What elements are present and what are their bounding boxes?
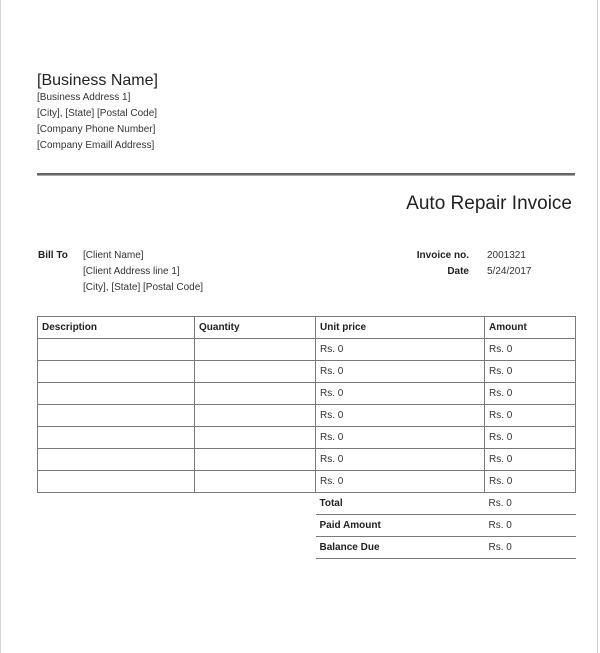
- cell-description[interactable]: [38, 427, 195, 449]
- total-value: Rs. 0: [485, 493, 576, 515]
- business-phone: [Company Phone Number]: [37, 124, 156, 135]
- balance-due-label: Balance Due: [316, 537, 485, 559]
- table-header-row: [38, 317, 576, 339]
- client-name: [Client Name]: [83, 250, 144, 261]
- cell-description[interactable]: [38, 405, 195, 427]
- cell-quantity[interactable]: [195, 405, 316, 427]
- summary-row-total: [38, 493, 576, 515]
- cell-description[interactable]: [38, 449, 195, 471]
- cell-quantity[interactable]: [195, 449, 316, 471]
- cell-quantity[interactable]: [195, 339, 316, 361]
- cell-amount: Rs. 0: [485, 427, 576, 449]
- business-address: [Business Address 1]: [37, 92, 131, 103]
- client-city-line: [City], [State] [Postal Code]: [83, 282, 204, 293]
- invoice-no-label: Invoice no.: [416, 250, 469, 261]
- cell-amount: Rs. 0: [485, 361, 576, 383]
- paid-amount-value: Rs. 0: [485, 515, 576, 537]
- total-label: Total: [316, 493, 485, 515]
- table-row: [38, 339, 576, 361]
- business-name: [Business Name]: [37, 72, 158, 89]
- cell-unit-price[interactable]: Rs. 0: [316, 449, 485, 471]
- line-items-table: [37, 316, 576, 559]
- cell-unit-price[interactable]: Rs. 0: [316, 405, 485, 427]
- cell-description[interactable]: [38, 383, 195, 405]
- table-row: [38, 471, 576, 493]
- cell-unit-price[interactable]: Rs. 0: [316, 339, 485, 361]
- date-value: 5/24/2017: [487, 266, 532, 277]
- table-row: [38, 449, 576, 471]
- cell-amount: Rs. 0: [485, 449, 576, 471]
- bill-to-label: Bill To: [38, 250, 68, 261]
- cell-amount: Rs. 0: [485, 471, 576, 493]
- cell-amount: Rs. 0: [485, 383, 576, 405]
- summary-row-paid: [38, 515, 576, 537]
- cell-amount: Rs. 0: [485, 339, 576, 361]
- header-amount: Amount: [485, 317, 576, 339]
- cell-unit-price[interactable]: Rs. 0: [316, 383, 485, 405]
- cell-description[interactable]: [38, 339, 195, 361]
- header-quantity: Quantity: [195, 317, 316, 339]
- cell-quantity[interactable]: [195, 361, 316, 383]
- cell-unit-price[interactable]: Rs. 0: [316, 361, 485, 383]
- client-address: [Client Address line 1]: [83, 266, 180, 277]
- header-description: Description: [38, 317, 195, 339]
- summary-row-balance: [38, 537, 576, 559]
- cell-quantity[interactable]: [195, 471, 316, 493]
- business-city-line: [City], [State] [Postal Code]: [37, 108, 158, 119]
- cell-description[interactable]: [38, 471, 195, 493]
- cell-description[interactable]: [38, 361, 195, 383]
- invoice-no-value: 2001321: [487, 250, 526, 261]
- business-email: [Company Emaill Address]: [37, 140, 155, 151]
- header-unit-price: Unit price: [316, 317, 485, 339]
- cell-unit-price[interactable]: Rs. 0: [316, 471, 485, 493]
- table-row: [38, 427, 576, 449]
- date-label: Date: [447, 266, 469, 277]
- cell-quantity[interactable]: [195, 383, 316, 405]
- header-divider: [37, 173, 575, 176]
- table-row: [38, 361, 576, 383]
- cell-amount: Rs. 0: [485, 405, 576, 427]
- table-row: [38, 405, 576, 427]
- table-row: [38, 383, 576, 405]
- invoice-title: Auto Repair Invoice: [406, 193, 572, 214]
- balance-due-value: Rs. 0: [485, 537, 576, 559]
- paid-amount-label: Paid Amount: [316, 515, 485, 537]
- cell-quantity[interactable]: [195, 427, 316, 449]
- cell-unit-price[interactable]: Rs. 0: [316, 427, 485, 449]
